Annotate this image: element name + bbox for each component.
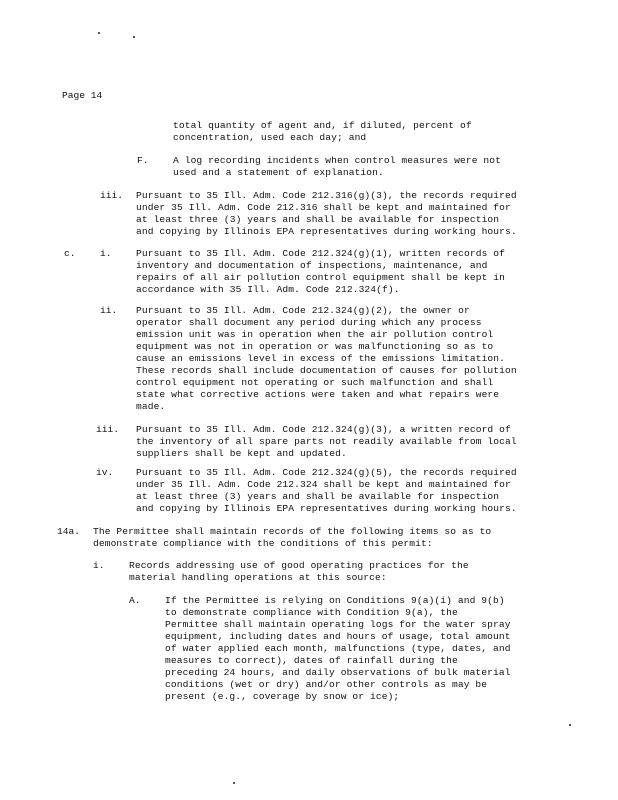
text-line: The Permittee shall maintain records of the following items so as to — [93, 526, 492, 537]
text-line: measures to correct), dates of rainfall during the — [165, 655, 458, 666]
text-line: demonstrate compliance with the conditions of this permit: — [93, 538, 433, 549]
text-line: These records shall include documentation of causes for pollution — [136, 365, 517, 376]
text-line: used and a statement of explanation. — [173, 167, 384, 178]
text-line: at least three (3) years and shall be available for inspection — [136, 214, 500, 225]
text-line: to demonstrate compliance with Condition 9(a), the — [165, 607, 458, 618]
text-line: made. — [136, 401, 166, 412]
text-line: repairs of all air pollution control equipment shall be kept in — [136, 272, 506, 283]
text-line: at least three (3) years and shall be available for inspection — [136, 491, 500, 502]
text-line: suppliers shall be kept and updated. — [136, 448, 347, 459]
text-line: preceding 24 hours, and daily observations of bulk material — [165, 667, 511, 678]
item-label: iv. — [96, 467, 114, 478]
text-line: If the Permittee is relying on Conditions 9(a)(i) and 9(b) — [165, 595, 505, 606]
scan-speck — [133, 36, 135, 38]
text-line: Permittee shall maintain operating logs for the water spray — [165, 619, 511, 630]
item-label: iii. — [100, 190, 124, 201]
text-line: under 35 Ill. Adm. Code 212.316 shall be kept and maintained for — [136, 202, 511, 213]
page-header: Page 14 — [62, 90, 103, 101]
text-line: Pursuant to 35 Ill. Adm. Code 212.324(g)(2), the owner or — [136, 305, 470, 316]
text-line: and copying by Illinois EPA representatives during working hours. — [136, 503, 517, 514]
item-label: i. — [93, 560, 105, 571]
text-line: Pursuant to 35 Ill. Adm. Code 212.324(g)(3), a written record of — [136, 424, 511, 435]
text-line: of water applied each month, malfunctions (type, dates, and — [165, 643, 511, 654]
text-line: Records addressing use of good operating practices for the — [129, 560, 469, 571]
text-line: material handling operations at this source: — [129, 572, 387, 583]
text-line: equipment, including dates and hours of usage, total amount — [165, 631, 511, 642]
text-line: operator shall document any period during which any process — [136, 317, 482, 328]
text-line: equipment was not in operation or was malfunctioning so as to — [136, 341, 494, 352]
item-label: iii. — [96, 424, 120, 435]
item-label: A. — [129, 595, 141, 606]
text-line: cause an emissions level in excess of the emissions limitation. — [136, 353, 506, 364]
text-line: the inventory of all spare parts not readily available from local — [136, 436, 517, 447]
item-label: c. — [64, 248, 76, 259]
text-line: Pursuant to 35 Ill. Adm. Code 212.316(g)(3), the records required — [136, 190, 517, 201]
text-line: Pursuant to 35 Ill. Adm. Code 212.324(g)(5), the records required — [136, 467, 517, 478]
text-line: under 35 Ill. Adm. Code 212.324 shall be kept and maintained for — [136, 479, 511, 490]
text-line: concentration, used each day; and — [173, 132, 367, 143]
item-label: ii. — [100, 305, 118, 316]
text-line: inventory and documentation of inspections, maintenance, and — [136, 260, 488, 271]
scan-speck — [98, 32, 100, 34]
section-label: 14a. — [57, 526, 81, 537]
item-label: F. — [137, 155, 149, 166]
scan-speck — [233, 782, 235, 784]
text-line: accordance with 35 Ill. Adm. Code 212.324(f). — [136, 284, 400, 295]
text-line: conditions (wet or dry) and/or other controls as may be — [165, 679, 488, 690]
text-line: A log recording incidents when control measures were not — [173, 155, 502, 166]
text-line: and copying by Illinois EPA representatives during working hours. — [136, 226, 517, 237]
item-label: i. — [100, 248, 112, 259]
text-line: total quantity of agent and, if diluted, percent of — [173, 120, 472, 131]
text-line: emission unit was in operation when the air pollution control — [136, 329, 494, 340]
text-line: control equipment not operating or such malfunction and shall — [136, 377, 494, 388]
text-line: Pursuant to 35 Ill. Adm. Code 212.324(g)(1), written records of — [136, 248, 506, 259]
text-line: state what corrective actions were taken and what repairs were — [136, 389, 500, 400]
text-line: present (e.g., coverage by snow or ice); — [165, 691, 400, 702]
scan-speck — [569, 724, 571, 726]
